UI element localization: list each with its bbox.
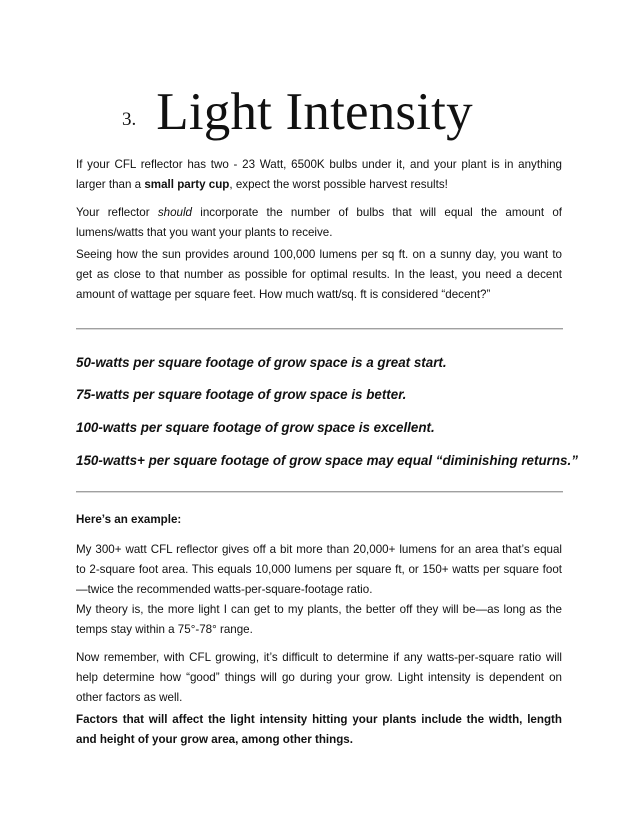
- bold-text-run: small party cup: [144, 178, 230, 191]
- example-paragraph-2: My theory is, the more light I can get to my plants, the better off they will be—as long as the temps stay within a 75°-78° range.: [76, 603, 562, 636]
- text-run: incorporate the number of bulbs that will equal the amount of lumens/watts that you want your plants to receive.: [76, 206, 563, 239]
- wattage-level-1: 50-watts per square footage of grow space is a great start.: [76, 355, 447, 370]
- italic-text-run: should: [157, 206, 193, 219]
- example-paragraph-1: My 300+ watt CFL reflector gives off a bit more than 20,000+ lumens for an area that’s equal to 2-square foot area. This equals 10,000 lumens per square ft, or 150+ watts per square foot—twice the recommended watts-per-square-footage ratio.: [76, 543, 562, 596]
- intro-paragraph-2: [76, 203, 562, 243]
- divider-bottom: [76, 491, 563, 493]
- text-run: Your reflector: [76, 206, 158, 219]
- section-heading: [122, 82, 473, 142]
- wattage-level-3: 100-watts per square footage of grow space is excellent.: [76, 420, 435, 435]
- wattage-level-4: 150-watts+ per square footage of grow space may equal “diminishing returns.”: [76, 453, 578, 468]
- wattage-level-2: 75-watts per square footage of grow space is better.: [76, 387, 407, 402]
- section-number: 3.: [122, 109, 137, 130]
- example-paragraph-3: Now remember, with CFL growing, it’s difficult to determine if any watts-per-square ratio will help determine how “good” things will go during your grow. Light intensity is dependent on other factors as well.: [76, 651, 562, 704]
- text-run: If your CFL reflector has two - 23 Watt, 6500K bulbs under it, and your plant is in anything larger than a: [76, 158, 562, 191]
- page-title: Light Intensity: [156, 83, 473, 141]
- example-heading: Here’s an example:: [76, 513, 182, 526]
- text-run: , expect the worst possible harvest results!: [229, 178, 448, 191]
- intro-paragraph-3: Seeing how the sun provides around 100,000 lumens per sq ft. on a sunny day, you want to get as close to that number as possible for optimal results. In the least, you need a decent amount of wattage per square feet. How much watt/sq. ft is considered “decent?”: [76, 248, 562, 301]
- factors-paragraph: Factors that will affect the light intensity hitting your plants include the width, length and height of your grow area, among other things.: [76, 713, 562, 746]
- divider-top: [76, 328, 563, 330]
- intro-paragraph-1: [76, 155, 562, 195]
